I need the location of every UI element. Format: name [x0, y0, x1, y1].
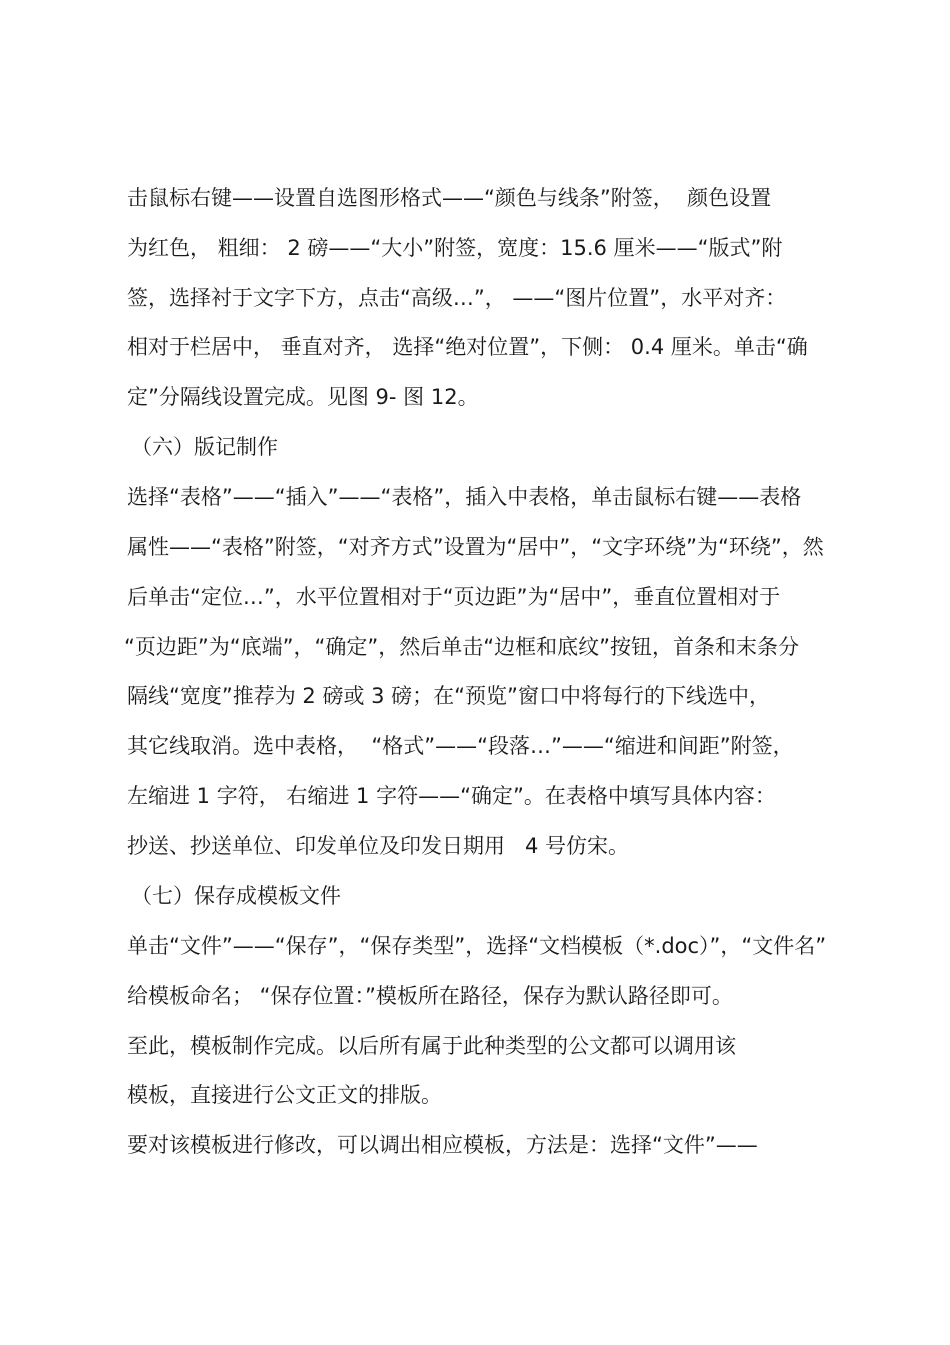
text-line: 选择“表格”——“插入”——“表格”，插入中表格，单击鼠标右键——表格: [127, 485, 802, 509]
text-line: 属性——“表格”附签，“对齐方式”设置为“居中”，“文字环绕”为“环绕”，然: [127, 535, 824, 559]
text-line: 给模板命名； “保存位置：”模板所在路径，保存为默认路径即可。: [127, 984, 733, 1008]
text-line: 至此，模板制作完成。以后所有属于此种类型的公文都可以调用该: [127, 1034, 736, 1058]
text-line: 定”分隔线设置完成。见图 9- 图 12。: [127, 385, 479, 409]
text-line: 为红色， 粗细： 2 磅——“大小”附签，宽度：15.6 厘米——“版式”附: [127, 236, 783, 260]
text-line: 其它线取消。选中表格， “格式”——“段落…”——“缩进和间距”附签，: [127, 734, 794, 758]
text-line: 击鼠标右键——设置自选图形格式——“颜色与线条”附签， 颜色设置: [127, 186, 772, 210]
text-line: 模板，直接进行公文正文的排版。: [127, 1083, 442, 1107]
text-line: “页边距”为“底端”，“确定”，然后单击“边框和底纹”按钮，首条和末条分: [124, 635, 800, 659]
text-line: 后单击“定位…”，水平位置相对于“页边距”为“居中”，垂直位置相对于: [127, 585, 781, 609]
section-heading: （七）保存成模板文件: [131, 884, 341, 908]
text-line: 隔线“宽度”推荐为 2 磅或 3 磅；在“预览”窗口中将每行的下线选中，: [127, 684, 770, 708]
text-line: 单击“文件”——“保存”，“保存类型”，选择“文档模板（*.doc）”，“文件名”: [127, 934, 827, 958]
section-heading: （六）版记制作: [131, 435, 278, 459]
text-line: 左缩进 1 字符， 右缩进 1 字符——“确定”。在表格中填写具体内容：: [127, 784, 776, 808]
text-line: 签，选择衬于文字下方，点击“高级…”， ——“图片位置”，水平对齐：: [127, 286, 787, 310]
text-line: 要对该模板进行修改，可以调出相应模板，方法是：选择“文件”——: [127, 1133, 758, 1157]
text-line: 抄送、抄送单位、印发单位及印发日期用 4 号仿宋。: [127, 834, 630, 858]
text-line: 相对于栏居中， 垂直对齐， 选择“绝对位置”，下侧： 0.4 厘米。单击“确: [127, 335, 808, 359]
